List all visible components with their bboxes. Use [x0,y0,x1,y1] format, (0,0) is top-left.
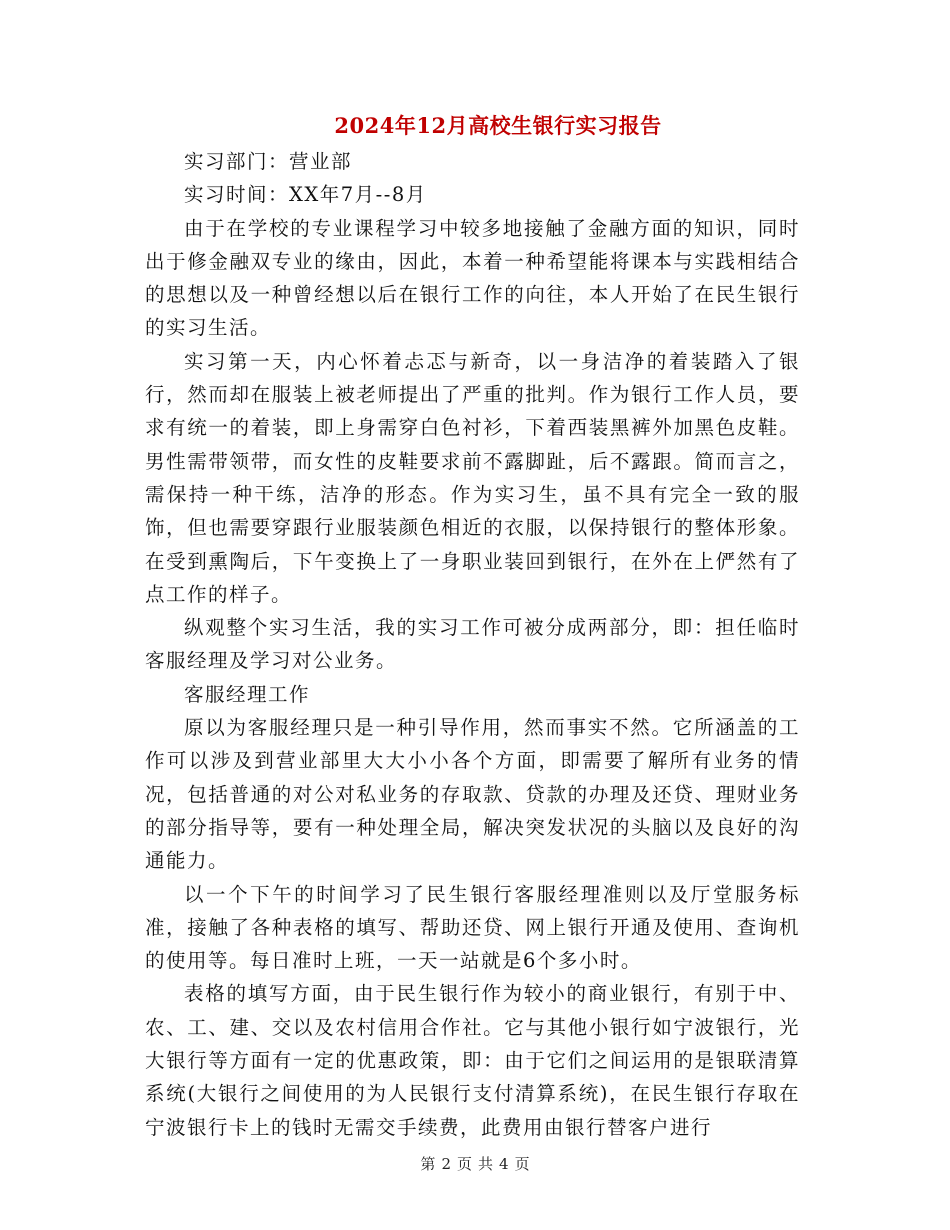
document-body [145,145,800,1144]
paragraph-customer-manager-role: 原以为客服经理只是一种引导作用，然而事实不然。它所涵盖的工作可以涉及到营业部里大大小小各个方面，即需要了解所有业务的情况，包括普通的对公对私业务的存取款、贷款的办理及还贷、理财业务的部分指导等，要有一种处理全局，解决突发状况的头脑以及良好的沟通能力。 [145,716,800,873]
footer-page-prefix: 第 [420,1155,436,1173]
footer-total-pages: 4 [499,1155,509,1173]
paragraph-forms: 表格的填写方面，由于民生银行作为较小的商业银行，有别于中、农、工、建、交以及农村信用合作社。它与其他小银行如宁波银行，光大银行等方面有一定的优惠政策，即：由于它们之间运用的是银联清算系统(大银行之间使用的为人民银行支付清算系统)，在民生银行存取在宁波银行卡上的钱时无需交手续费，此费用由银行替客户进行 [145,982,800,1139]
paragraph-department: 实习部门：营业部 [184,150,353,173]
page-footer [0,1153,950,1175]
document-title: 2024年12月高校生银行实习报告 [334,113,662,138]
paragraph-overview: 纵观整个实习生活，我的实习工作可被分成两部分，即：担任临时客服经理及学习对公业务。 [145,616,800,673]
paragraph-intro: 由于在学校的专业课程学习中较多地接触了金融方面的知识，同时出于修金融双专业的缘由，因此，本着一种希望能将课本与实践相结合的思想以及一种曾经想以后在银行工作的向往，本人开始了在民生银行的实习生活。 [145,216,800,340]
footer-total-prefix: 共 [478,1155,494,1173]
footer-page-number: 2 [441,1155,451,1173]
footer-page-middle: 页 [456,1155,472,1173]
section-heading-customer-service: 客服经理工作 [184,682,311,706]
footer-total-suffix: 页 [514,1155,530,1173]
paragraph-period: 实习时间：XX年7月--8月 [184,183,427,207]
paragraph-first-day: 实习第一天，内心怀着忐忑与新奇，以一身洁净的着装踏入了银行，然而却在服装上被老师提出了严重的批判。作为银行工作人员，要求有统一的着装，即上身需穿白色衬衫，下着西装黑裤外加黑色皮鞋。男性需带领带，而女性的皮鞋要求前不露脚趾，后不露跟。简而言之，需保持一种干练，洁净的形态。作为实习生，虽不具有完全一致的服饰，但也需要穿跟行业服装颜色相近的衣服，以保持银行的整体形象。在受到熏陶后，下午变换上了一身职业装回到银行，在外在上俨然有了点工作的样子。 [145,349,800,606]
paragraph-training: 以一个下午的时间学习了民生银行客服经理准则以及厅堂服务标准，接触了各种表格的填写、帮助还贷、网上银行开通及使用、查询机的使用等。每日准时上班，一天一站就是6个多小时。 [145,882,800,973]
